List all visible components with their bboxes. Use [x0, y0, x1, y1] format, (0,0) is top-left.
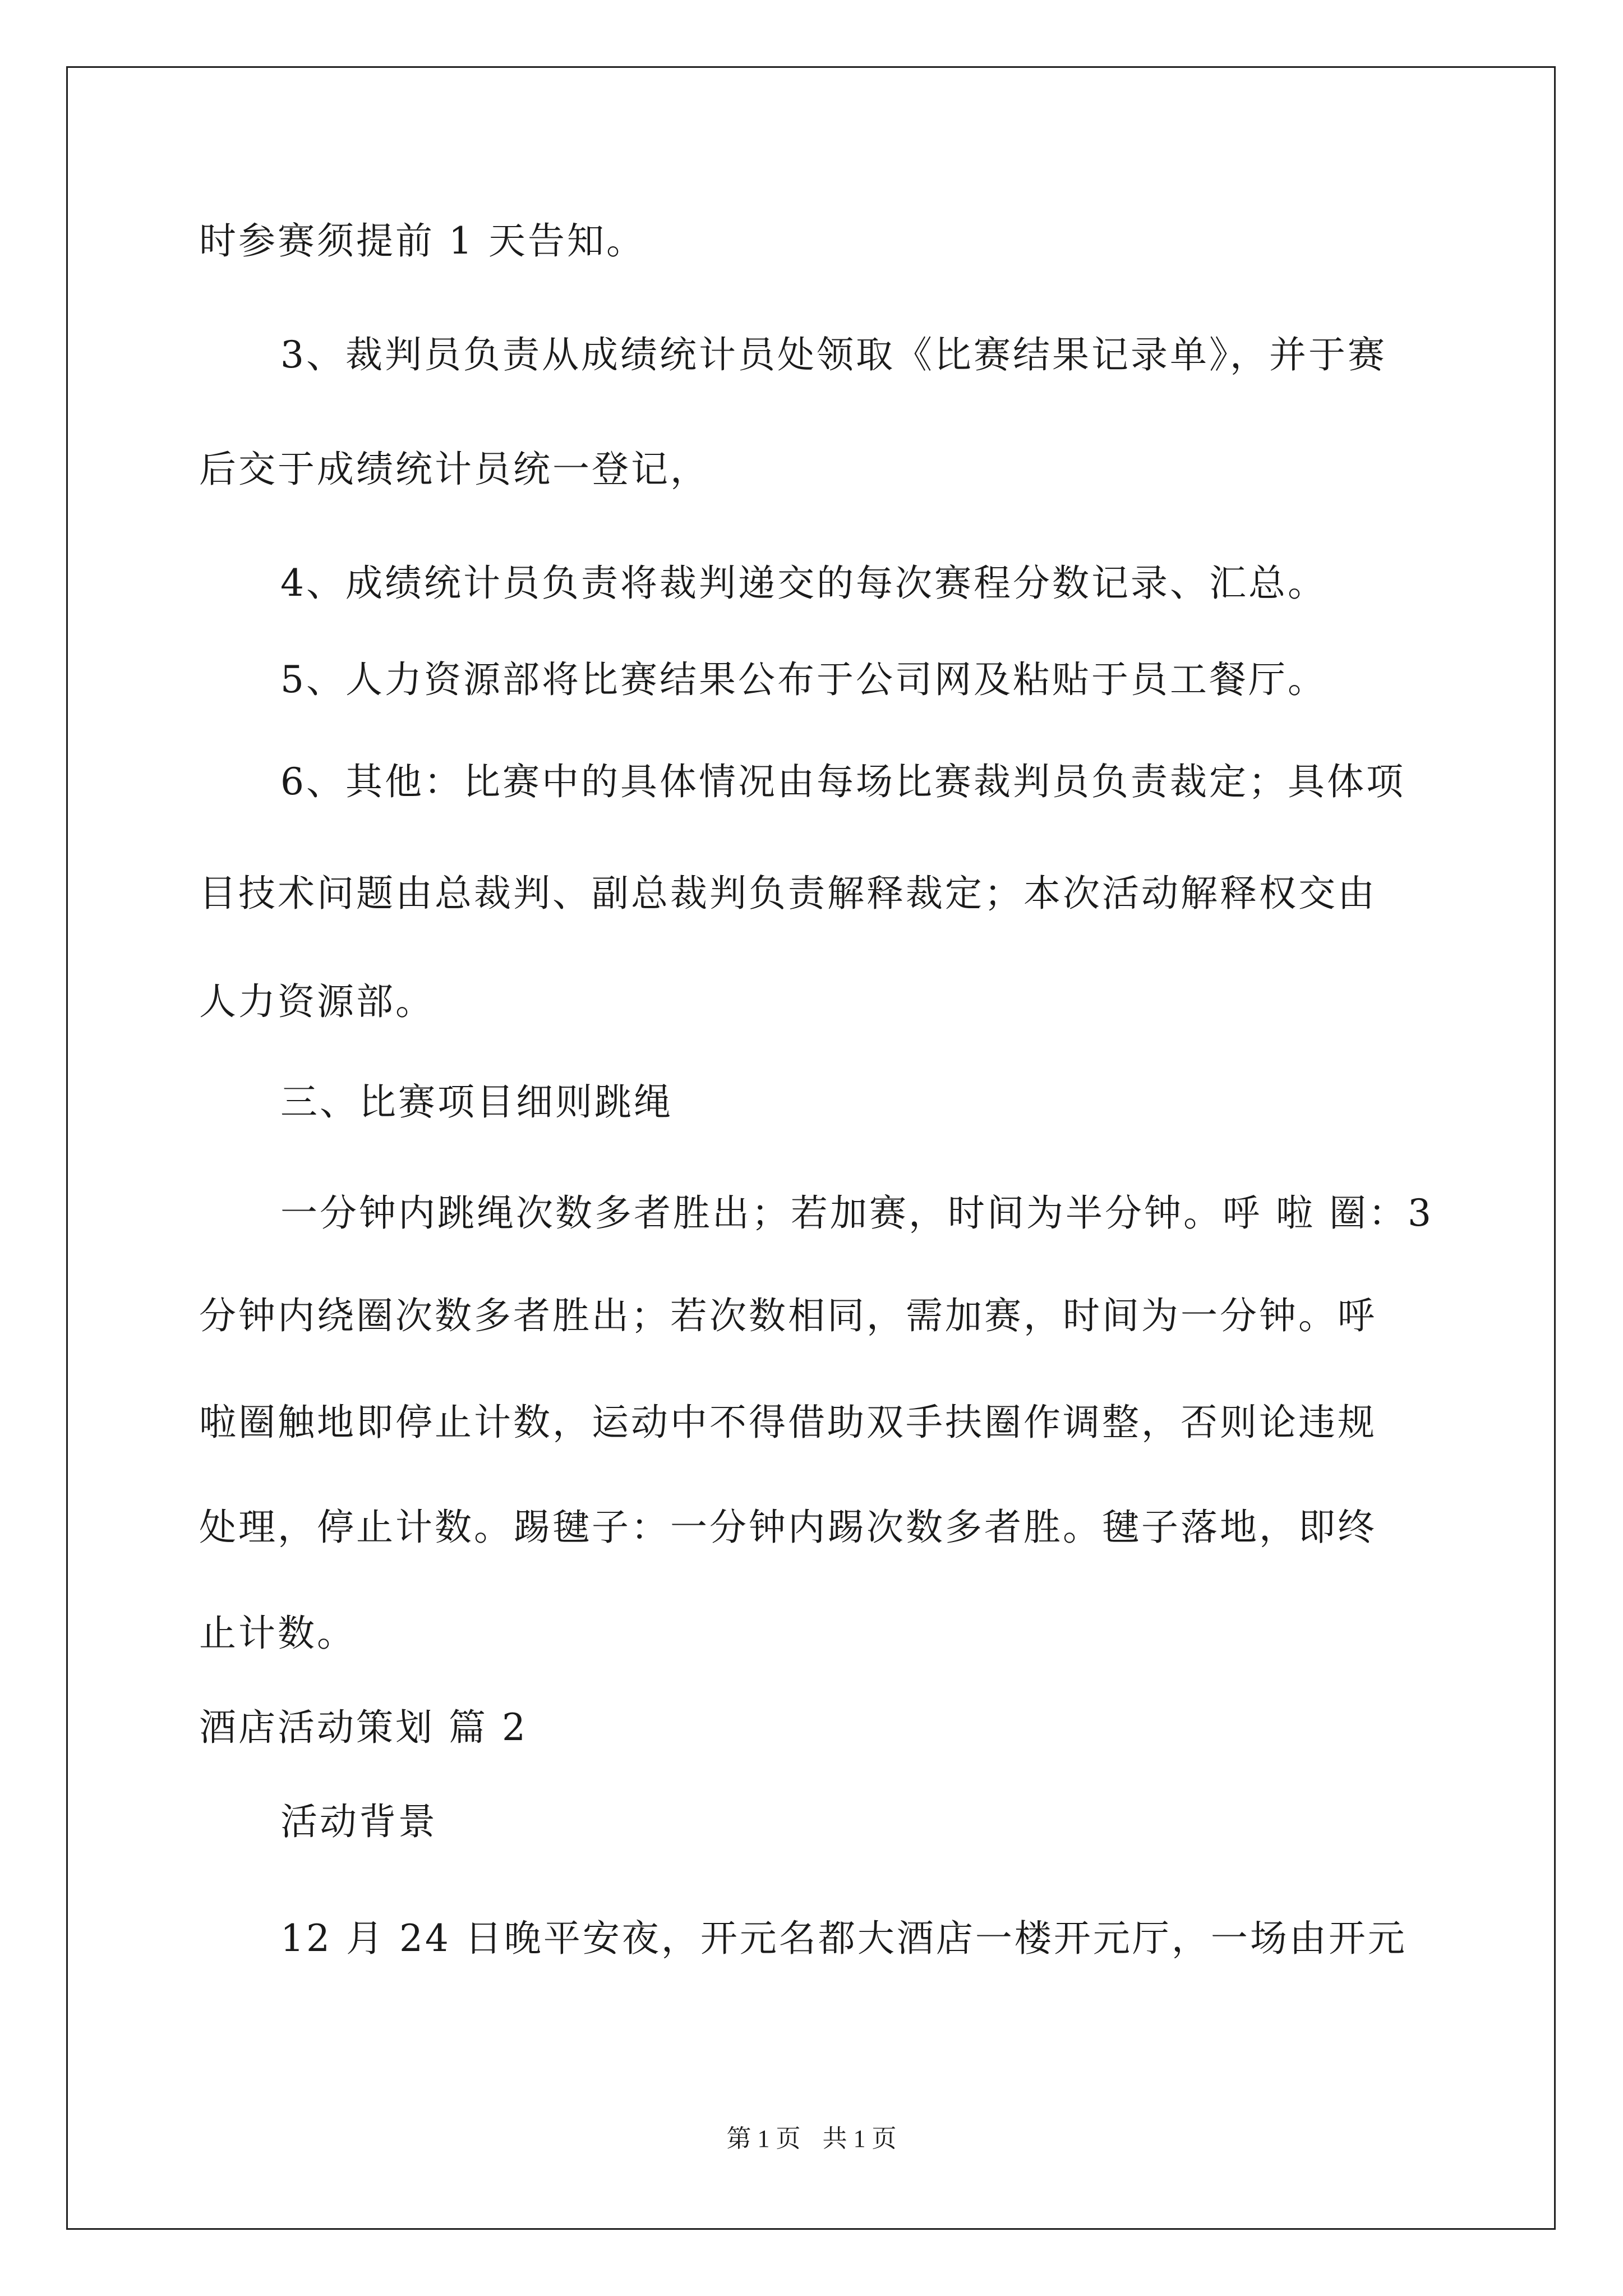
text-line-6: 6、其他：比赛中的具体情况由每场比赛裁判员负责裁定；具体项	[280, 760, 1405, 803]
text-line-14: 止计数。	[199, 1612, 356, 1655]
article-title: 酒店活动策划 篇 2	[199, 1706, 528, 1749]
subheading-background: 活动背景	[280, 1800, 437, 1843]
section-heading: 三、比赛项目细则跳绳	[280, 1080, 673, 1124]
page-total: 共 1 页	[822, 2125, 897, 2152]
text-line-3: 后交于成绩统计员统一登记，	[199, 448, 709, 491]
text-line-7: 目技术问题由总裁判、副总裁判负责解释裁定；本次活动解释权交由	[199, 872, 1377, 915]
text-line-11: 分钟内绕圈次数多者胜出；若次数相同，需加赛，时间为一分钟。呼	[199, 1294, 1377, 1337]
text-line-10: 一分钟内跳绳次数多者胜出；若加赛，时间为半分钟。呼 啦 圈：3	[280, 1191, 1433, 1235]
text-line-4: 4、成绩统计员负责将裁判递交的每次赛程分数记录、汇总。	[280, 562, 1327, 605]
text-line-12: 啦圈触地即停止计数，运动中不得借助双手扶圈作调整，否则论违规	[199, 1401, 1377, 1444]
text-line-8: 人力资源部。	[199, 980, 435, 1023]
page-footer	[0, 2123, 1623, 2155]
text-line-2: 3、裁判员负责从成绩统计员处领取《比赛结果记录单》，并于赛	[280, 333, 1387, 376]
text-line-13: 处理，停止计数。踢毽子：一分钟内踢次数多者胜。毽子落地，即终	[199, 1506, 1377, 1549]
text-line-17: 12 月 24 日晚平安夜，开元名都大酒店一楼开元厅，一场由开元	[280, 1917, 1407, 1960]
page-border	[66, 66, 1556, 2230]
page-number: 第 1 页	[726, 2125, 801, 2152]
text-line-5: 5、人力资源部将比赛结果公布于公司网及粘贴于员工餐厅。	[280, 658, 1327, 701]
text-line-1: 时参赛须提前 1 天告知。	[199, 219, 645, 263]
